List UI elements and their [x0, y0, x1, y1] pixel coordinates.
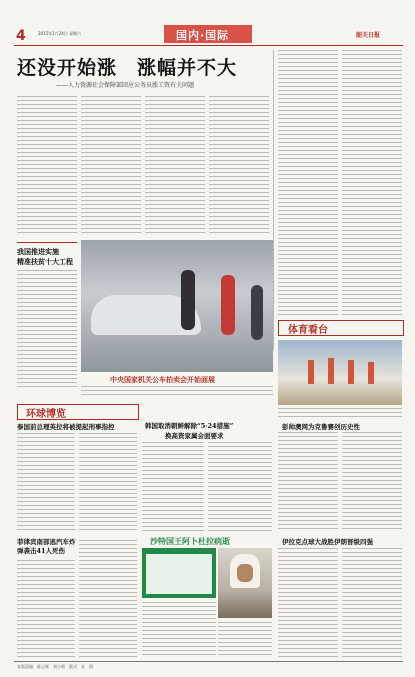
- saudi-ad-inner: [146, 554, 212, 594]
- caption-body: [81, 386, 273, 396]
- world-headline-1: 泰国前总理英拉将被提起刑事指控: [17, 423, 115, 431]
- athlete-figure: [308, 360, 314, 384]
- paper-logo: 韶关日报: [356, 32, 381, 39]
- rule: [17, 242, 77, 243]
- world-body-2b: [79, 540, 137, 658]
- page-number: 4: [16, 28, 26, 44]
- saudi-king-photo: [218, 548, 272, 618]
- right-col-1: [278, 50, 338, 315]
- sports-photo: [278, 340, 402, 405]
- lead-col-3: [145, 96, 205, 236]
- header-rule: [14, 45, 403, 46]
- saudi-headline: 沙特国王阿卜杜拉病逝: [150, 536, 230, 546]
- person-figure: [251, 285, 263, 340]
- lead-col-1: [17, 96, 77, 236]
- sports-headline-1: 彭帅澳网为克鲁赛创历史性: [282, 423, 360, 431]
- car-auction-photo: [81, 240, 273, 372]
- right-col-2: [342, 50, 402, 315]
- saudi-body-2: [218, 622, 272, 658]
- world-title: 环球博览: [26, 409, 66, 420]
- poverty-body: [17, 270, 77, 388]
- sports-photo-caption: [278, 408, 402, 418]
- poverty-title-2: 精准扶贫十大工程: [17, 257, 73, 266]
- person-figure: [181, 270, 195, 330]
- world-body-2a: [17, 560, 75, 658]
- world-body-1a: [17, 433, 75, 533]
- sports-title: 体育看台: [288, 325, 328, 336]
- athlete-figure: [368, 362, 374, 384]
- section-title: 国内·国际: [176, 29, 230, 42]
- korea-headline-1: 韩国取消朝鲜解除“5·24措施”: [145, 422, 234, 430]
- face: [237, 564, 253, 582]
- photo-caption: 中央国家机关公车拍卖会开始面展: [110, 375, 215, 384]
- lead-col-2: [81, 96, 141, 236]
- athlete-figure: [328, 358, 334, 384]
- saudi-body-1: [142, 602, 216, 658]
- world-body-1b: [79, 433, 137, 533]
- footer-rule: [14, 661, 403, 662]
- lead-subtitle: ——人力资源社会保障部回应公务员涨工资有关问题: [56, 82, 195, 89]
- column-divider: [273, 50, 274, 350]
- lead-col-4: [209, 96, 269, 236]
- footer-text: 本版责编：陈云辉 刘小霞 版式：朱 倩: [17, 664, 93, 669]
- date-line: 2015年1月24日 星期六: [38, 31, 82, 36]
- korea-headline-2: 换高资家属会面要求: [165, 432, 224, 440]
- poverty-title-1: 我国推进实施: [17, 247, 59, 256]
- korea-body-2: [208, 442, 272, 532]
- sports-body-2b: [342, 548, 402, 658]
- sports-body-2a: [278, 548, 338, 658]
- sports-headline-2: 伊拉克点球大战胜伊朗晋级四强: [282, 538, 373, 546]
- sports-body-1a: [278, 432, 338, 530]
- sports-body-1b: [342, 432, 402, 530]
- korea-body-1: [142, 442, 204, 532]
- person-figure: [221, 275, 235, 335]
- lead-headline: 还没开始涨 涨幅并不大: [17, 57, 238, 79]
- athlete-figure: [348, 360, 354, 384]
- world-headline-2: 菲律宾南部逃汽车炸弹袭击41人死伤: [17, 538, 76, 555]
